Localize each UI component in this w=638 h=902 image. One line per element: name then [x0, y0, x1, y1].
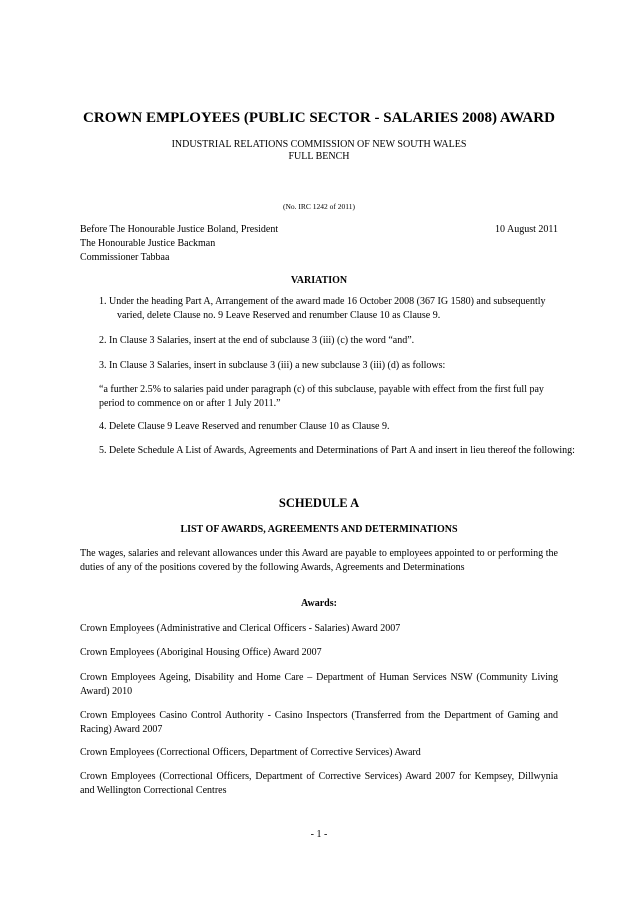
before-line-3: Commissioner Tabbaa: [80, 252, 170, 263]
variation-item-4: 4. Delete Clause 9 Leave Reserved and renumber Clause 10 as Clause 9.: [99, 421, 390, 432]
award-item: Crown Employees Ageing, Disability and Home Care – Department of Human Services NSW (Community Living Award) 2010: [80, 672, 558, 697]
decision-date: 10 August 2011: [495, 224, 558, 235]
case-number: (No. IRC 1242 of 2011): [282, 202, 355, 211]
award-item: Crown Employees (Correctional Officers, Department of Corrective Services) Award 2007 for Kempsey, Dillwynia and Wellington Correctional Centres: [80, 771, 558, 796]
variation-item-1: 1. Under the heading Part A, Arrangement of the award made 16 October 2008 (367 IG 1580) and subsequently varied, delete Clause no. 9 Leave Reserved and renumber Clause 10 as Clause 9.: [99, 296, 546, 321]
bench-name: FULL BENCH: [288, 151, 350, 162]
before-line-2: The Honourable Justice Backman: [80, 238, 216, 249]
document-title: CROWN EMPLOYEES (PUBLIC SECTOR - SALARIES 2008) AWARD: [83, 110, 555, 126]
page-number: - 1 -: [310, 829, 328, 840]
commission-name: INDUSTRIAL RELATIONS COMMISSION OF NEW SOUTH WALES: [171, 139, 467, 150]
award-item: Crown Employees (Correctional Officers, Department of Corrective Services) Award: [80, 747, 421, 758]
intro-paragraph: The wages, salaries and relevant allowances under this Award are payable to employees appointed to or performing the duties of any of the positions covered by the following Awards, Agreements and Determinations: [80, 548, 558, 573]
variation-item-2: 2. In Clause 3 Salaries, insert at the end of subclause 3 (iii) (c) the word “and”.: [99, 335, 415, 346]
variation-item-5: 5. Delete Schedule A List of Awards, Agreements and Determinations of Part A and insert in lieu thereof the following:: [99, 445, 575, 456]
award-item: Crown Employees (Administrative and Clerical Officers - Salaries) Award 2007: [80, 623, 401, 634]
before-line-1: Before The Honourable Justice Boland, President: [80, 224, 279, 235]
awards-heading: Awards:: [301, 598, 337, 609]
schedule-subheading: LIST OF AWARDS, AGREEMENTS AND DETERMINATIONS: [180, 524, 458, 535]
variation-heading: VARIATION: [290, 275, 348, 286]
variation-quote: “a further 2.5% to salaries paid under paragraph (c) of this subclause, payable with effect from the first full pay period to commence on or after 1 July 2011.”: [99, 384, 544, 409]
award-item: Crown Employees (Aboriginal Housing Office) Award 2007: [80, 647, 322, 658]
variation-item-3: 3. In Clause 3 Salaries, insert in subclause 3 (iii) a new subclause 3 (iii) (d) as follows:: [99, 360, 446, 371]
schedule-heading: SCHEDULE A: [278, 496, 360, 510]
award-item: Crown Employees Casino Control Authority - Casino Inspectors (Transferred from the Department of Gaming and Racing) Award 2007: [80, 710, 558, 735]
